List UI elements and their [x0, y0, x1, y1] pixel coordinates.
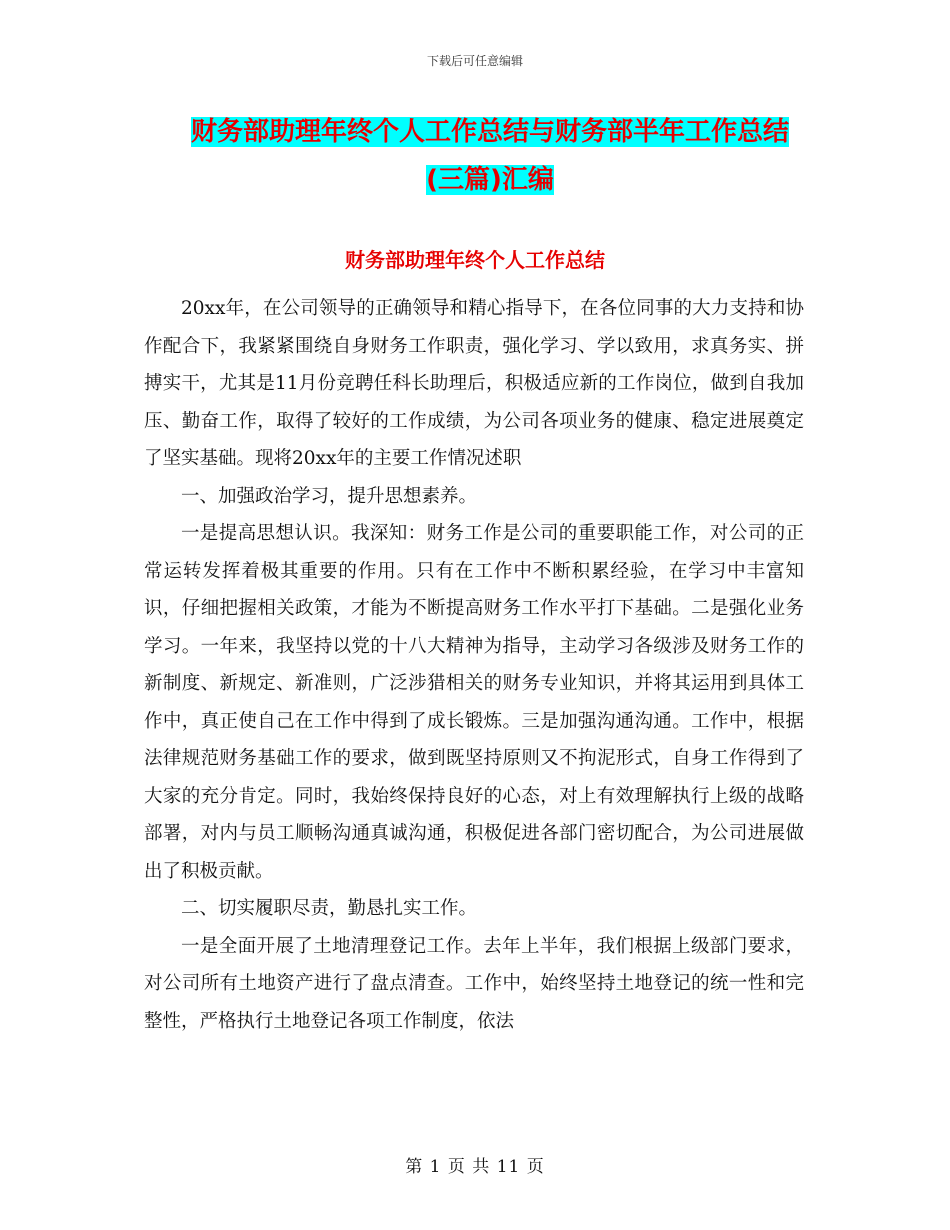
page-footer: 第 1 页 共 11 页 — [405, 1157, 545, 1177]
section-title: 财务部助理年终个人工作总结 — [345, 248, 605, 272]
paragraph: 二、切实履职尽责，勤恳扎实工作。 — [181, 898, 478, 919]
title-line-1: 财务部助理年终个人工作总结与财务部半年工作总结 — [190, 117, 789, 147]
paragraph: 20xx年，在公司领导的正确领导和精心指导下，在各位同事的大力支持和协作配合下，我紧紧围绕自身财务工作职责，强化学习、学以致用，求真务实、拼搏实干，尤其是11月份竞聘任科长助理后，积极适应新的工作岗位，做到自我加压、勤奋工作，取得了较好的工作成绩，为公司各项业务的健康、稳定进展奠定了坚实基础。现将20xx年的主要工作情况述职 — [144, 298, 804, 469]
paragraph: 一是提高思想认识。我深知：财务工作是公司的重要职能工作，对公司的正常运转发挥着极其重要的作用。只有在工作中不断积累经验，在学习中丰富知识，仔细把握相关政策，才能为不断提高财务工作水平打下基础。二是强化业务学习。一年来，我坚持以党的十八大精神为指导，主动学习各级涉及财务工作的新制度、新规定、新准则，广泛涉猎相关的财务专业知识，并将其运用到具体工作中，真正使自己在工作中得到了成长锻炼。三是加强沟通沟通。工作中，根据法律规范财务基础工作的要求，做到既坚持原则又不拘泥形式，自身工作得到了大家的充分肯定。同时，我始终保持良好的心态，对上有效理解执行上级的战略部署，对内与员工顺畅沟通真诚沟通，积极促进各部门密切配合，为公司进展做出了积极贡献。 — [144, 523, 804, 882]
title-line-2: (三篇)汇编 — [426, 165, 554, 195]
body-text — [144, 290, 804, 1040]
paragraph: 一是全面开展了土地清理登记工作。去年上半年，我们根据上级部门要求，对公司所有土地资产进行了盘点清查。工作中，始终坚持土地登记的统一性和完整性，严格执行土地登记各项工作制度，依法 — [144, 935, 804, 1032]
paragraph: 一、加强政治学习，提升思想素养。 — [181, 485, 478, 507]
document-title — [150, 108, 830, 204]
header-note: 下载后可任意编辑 — [426, 54, 523, 68]
